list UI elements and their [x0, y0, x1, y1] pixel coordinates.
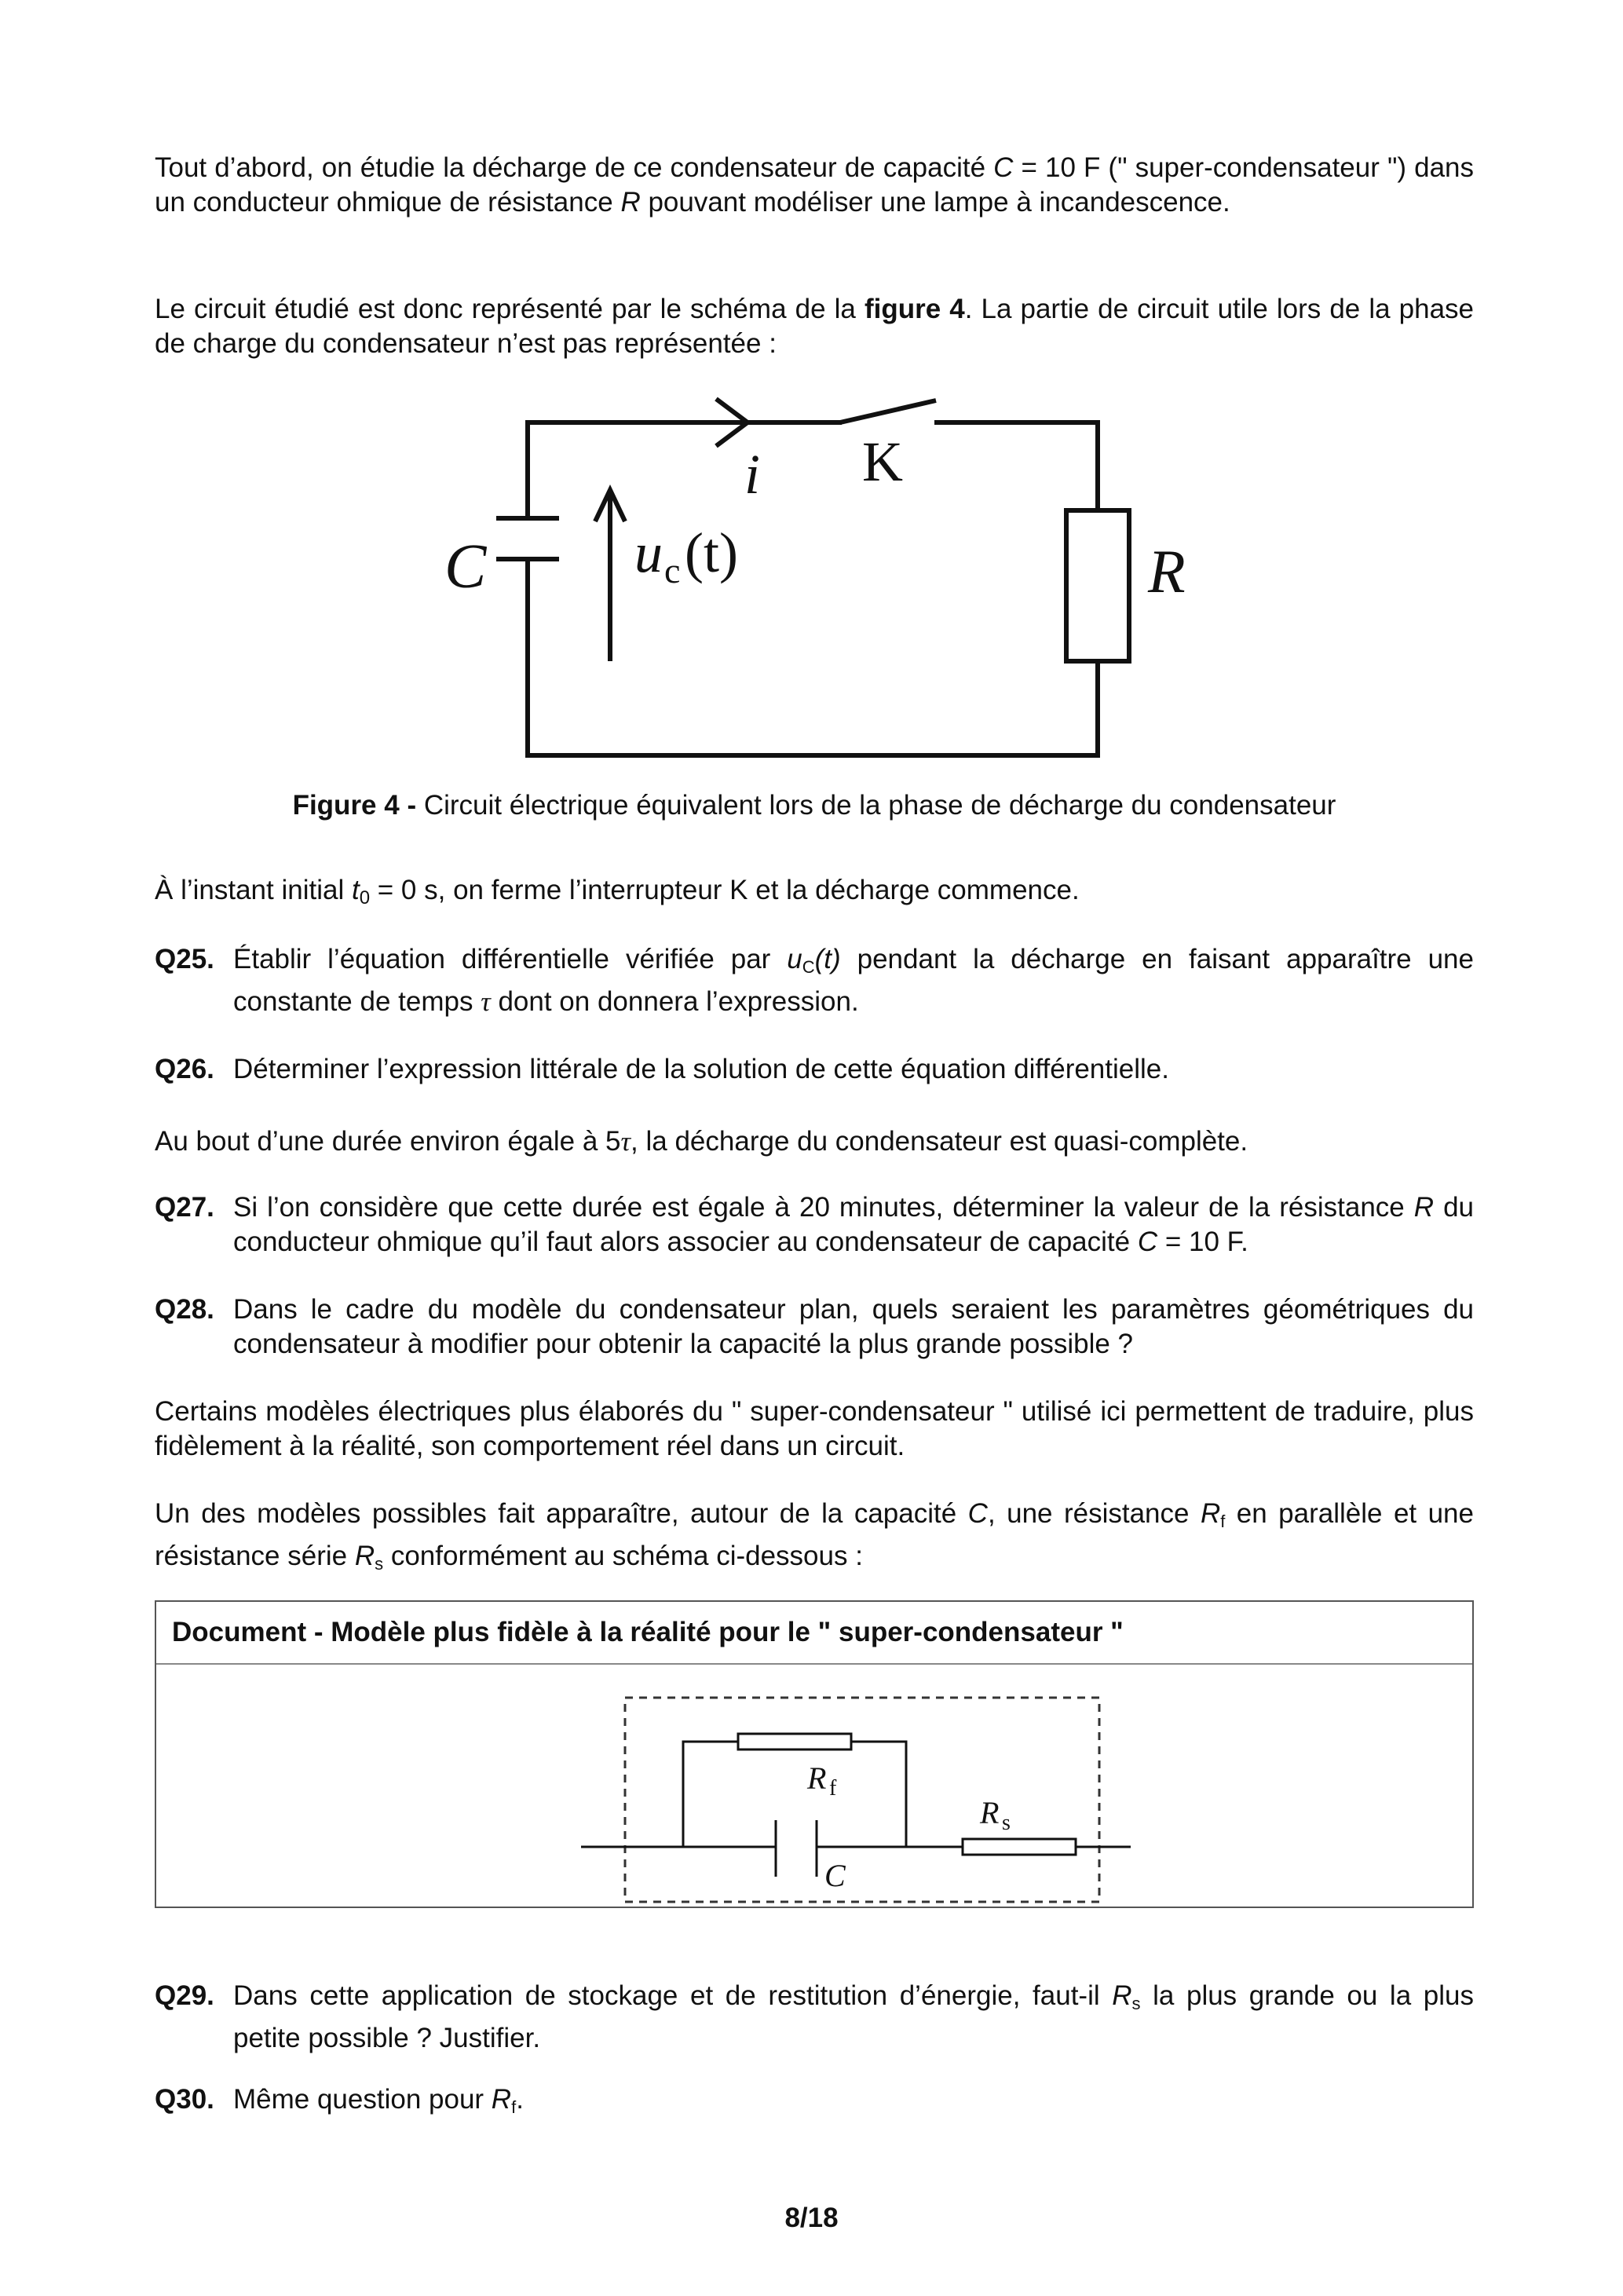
label-K: K: [862, 430, 903, 493]
label-C: C: [444, 532, 487, 601]
label-uc-sub: c: [664, 550, 681, 590]
doc-label-Rf: R: [807, 1760, 827, 1796]
doc-label-Rf-sub: f: [829, 1776, 837, 1801]
tau-paragraph: Au bout d’une durée environ égale à 5τ, la décharge du condensateur est quasi-complète.: [155, 1126, 1248, 1157]
parallel-right: [851, 1742, 906, 1847]
question-25: Q25. Établir l’équation différentielle vérifiée par $u_C(t)$ pendant la décharge en faisant apparaître une constante de temps τ dont on donnera l’expression.: [155, 944, 1474, 1017]
question-28: Q28. Dans le cadre du modèle du condensateur plan, quels seraient les paramètres géométriques du condensateur à modifier pour obtenir la capacité la plus grande possible ?: [155, 1294, 1474, 1359]
resistor-Rs: [963, 1839, 1076, 1855]
dashed-boundary: [625, 1698, 1099, 1902]
instant-paragraph: À l’instant initial $t_0 = 0$ s, on ferme l’interrupteur K et la décharge commence.: [155, 875, 1080, 909]
doc-label-Rs-sub: s: [1002, 1811, 1011, 1835]
question-29: Q29. Dans cette application de stockage et de restitution d’énergie, faut-il $R_s$ la plus grande ou la plus petite possible ? Justifier.: [155, 1980, 1474, 2053]
intro-paragraph-2: Le circuit étudié est donc représenté par le schéma de la figure 4. La partie de circuit utile lors de la phase de charge du condensateur n’est pas représentée :: [155, 294, 1475, 359]
page-number: 8/18: [784, 2203, 839, 2233]
models-paragraph: Certains modèles électriques plus élaborés du " super-condensateur " utilisé ici permettent de traduire, plus fidèlement à la réalité, son comportement réel dans un circuit.: [155, 1396, 1474, 1461]
doc-label-C: C: [824, 1858, 846, 1893]
label-uc-t: (t): [685, 521, 738, 584]
model-paragraph: Un des modèles possibles fait apparaître, autour de la capacité C, une résistance $R_f$ en parallèle et une résistance série $R_s$ conformément au schéma ci-dessous :: [155, 1498, 1474, 1574]
label-R: R: [1148, 537, 1186, 605]
document-title: Document - Modèle plus fidèle à la réalité pour le " super-condensateur ": [156, 1602, 1472, 1665]
resistor-Rf: [738, 1734, 851, 1749]
doc-label-Rs: R: [980, 1795, 1000, 1830]
label-i: i: [744, 443, 761, 506]
parallel-left: [683, 1742, 738, 1847]
q25-number: Q25.: [155, 944, 214, 974]
label-uc-u: u: [634, 521, 663, 584]
figure-4-caption: Figure 4 - Circuit électrique équivalent lors de la phase de décharge du condensateur: [292, 790, 1336, 821]
question-30: Q30. Même question pour $R_f$.: [155, 2084, 524, 2117]
question-26: Q26. Déterminer l’expression littérale de la solution de cette équation différentielle.: [155, 1054, 1169, 1084]
question-27: Q27. Si l’on considère que cette durée est égale à 20 minutes, déterminer la valeur de la résistance R du conducteur ohmique qu’il faut alors associer au condensateur de capacité C = 10 F.: [155, 1192, 1474, 1257]
intro-paragraph-1: Tout d’abord, on étudie la décharge de ce condensateur de capacité C = 10 F (" super-condensateur ") dans un conducteur ohmique de résistance R pouvant modéliser une lampe à incandescence.: [155, 152, 1474, 218]
